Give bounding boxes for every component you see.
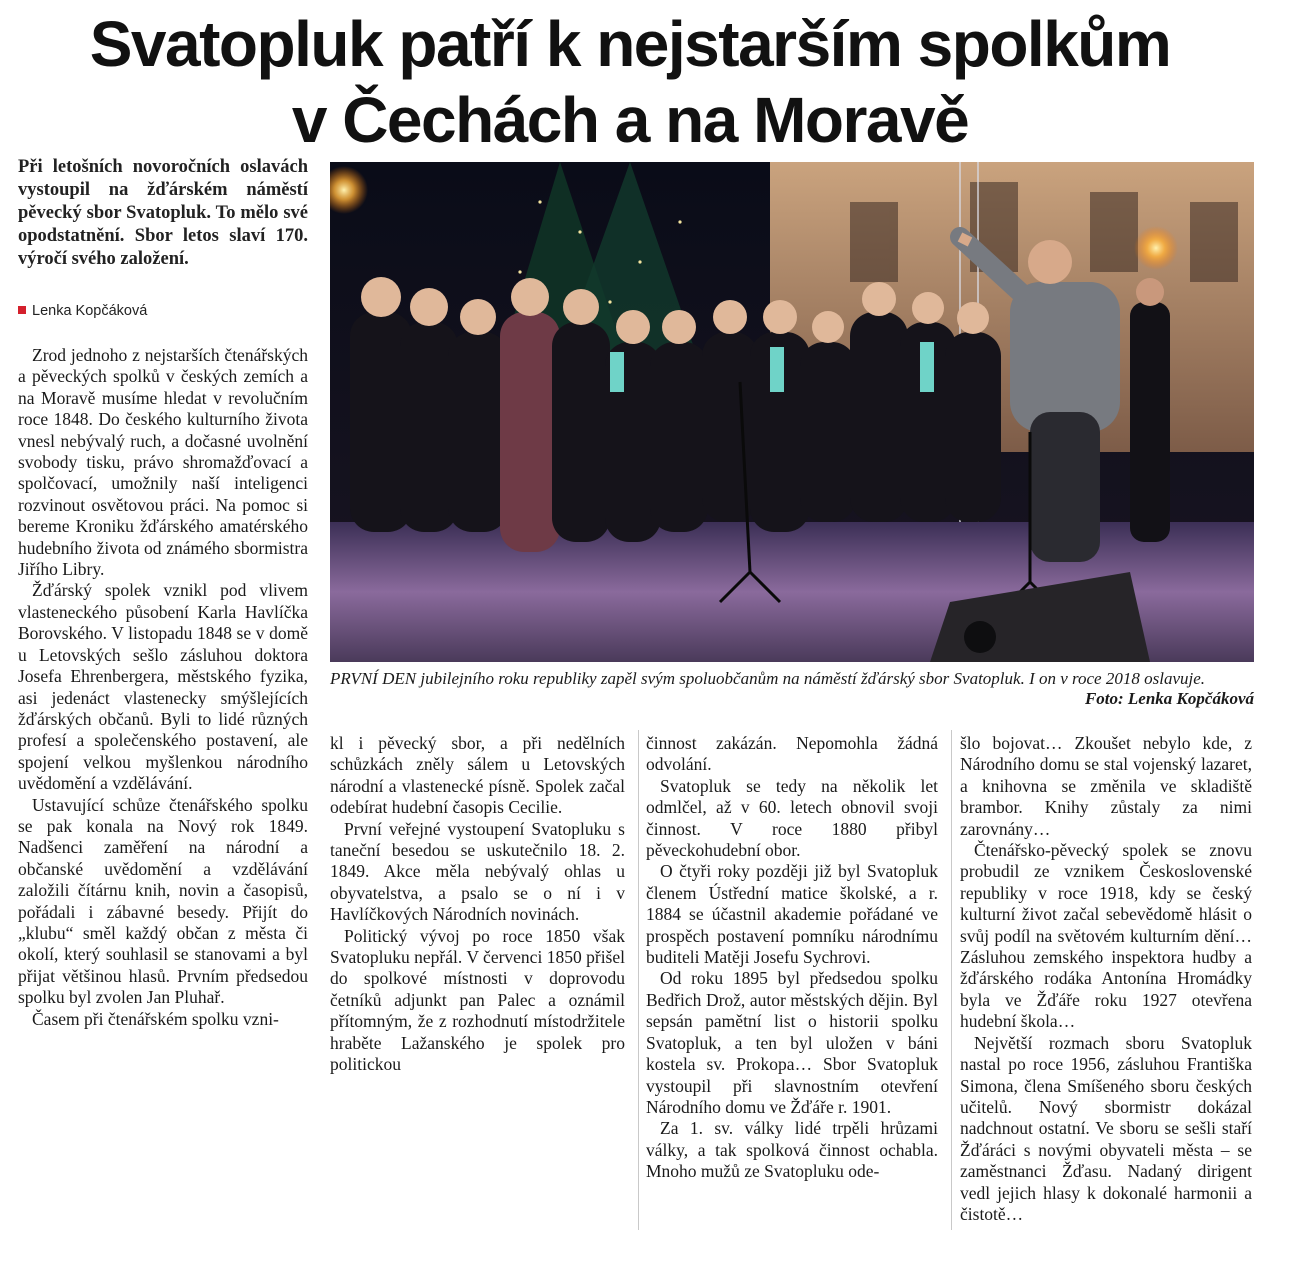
paragraph: Největší rozmach sboru Svatopluk nastal po roce 1956, zásluhou Františka Simona, člena Smíšeného sboru českých učitelů. Nový sbormistr dokázal nadchnout ostatní. Ve sboru se sešli staří Žďáráci s novými obyvateli města – se zaměstnanci Žďasu. Nadaný dirigent vedl jejich hlasy k dokonalé harmonii a čistotě… — [960, 1032, 1252, 1224]
paragraph: Zrod jednoho z nejstarších čtenářských a pěveckých spolků v českých zemích a na Moravě musíme hledat v revolučním roce 1848. Do českého kulturního života vnesl nebývalý ruch, a dočasné uvolnění svobody tisku, právo shromažďovací a spolčovací, umožnily naší inteligenci rozvinout osvětovou práci. Na pomoc si bereme Kroniku žďárského amatérského hudebního života od známého sbormistra Jiřího Libry. — [18, 345, 308, 580]
paragraph: šlo bojovat… Zkoušet nebylo kde, z Národního domu se stal vojenský lazaret, a knihovna se změnila ve skladiště brambor. Knihy zůstaly za nimi zarovnány… — [960, 733, 1252, 839]
article-column-3 — [646, 733, 938, 1183]
paragraph: Svatopluk se tedy na několik let odmlčel, až v 60. letech obnovil svoji činnost. V roce 1880 přibyl pěveckohudební obor. — [646, 775, 938, 861]
article-column-2 — [330, 733, 625, 1076]
byline — [18, 303, 147, 319]
paragraph: činnost zakázán. Nepomohla žádná odvolání. — [646, 733, 938, 775]
author-name: Lenka Kopčáková — [32, 303, 148, 319]
paragraph: První veřejné vystoupení Svatopluku s taneční besedou se uskutečnilo 18. 2. 1849. Akce měla nebývalý ohlas u obyvatelstva, a psalo se o ní i v Havlíčkových Národních novinách. — [330, 818, 625, 925]
choir-photo — [330, 162, 1254, 662]
paragraph: Od roku 1895 byl předsedou spolku Bedřich Drož, autor městských dějin. Byl sepsán pamětní list o historii spolku Svatopluk, a ten byl uložen v báni kostela sv. Prokopa… Sbor Svatopluk vystoupil při slavnostním otevření Národního domu ve Žďáře r. 1901. — [646, 968, 938, 1117]
paragraph: Politický vývoj po roce 1850 však Svatopluku nepřál. V červenci 1850 přišel do spolkové místnosti v doprovodu četníků adjunkt pan Palec a oznámil přítomným, že z rozhodnutí místodržitele hraběte Lažanského je spolek pro politickou — [330, 925, 625, 1075]
lead-paragraph: Při letošních novoročních oslavách vystoupil na žďárském náměstí pěvecký sbor Svatopluk. To mělo své opodstatnění. Sbor letos slaví 170. výročí svého založení. — [18, 157, 308, 269]
headline-line-2: v Čechách a na Moravě — [291, 84, 969, 156]
red-square-icon — [18, 306, 26, 314]
paragraph: Žďárský spolek vznikl pod vlivem vlasteneckého působení Karla Havlíčka Borovského. V listopadu 1848 se v domě u Letovských sešlo zásluhou doktora Josefa Ehrenbergera, městského fyzika, asi jedenáct vlastenecky smýšlejících žďárských občanů. Byli to lidé různých profesí a společenského postavení, ale spojení velkou myšlenkou národního uvědomění a vzdělávání. — [18, 580, 308, 794]
paragraph: O čtyři roky později již byl Svatopluk členem Ústřední matice školské, a r. 1884 se účastnil akademie pořádané ve prospěch postavení pomníku národnímu buditeli Matěji Josefu Sychrovi. — [646, 861, 938, 968]
article-column-4 — [960, 733, 1252, 1225]
headline-line-1: Svatopluk patří k nejstarším spolkům — [89, 8, 1171, 80]
column-divider — [638, 730, 639, 1230]
paragraph: Za 1. sv. války lidé trpěli hrůzami války, a tak spolková činnost ochabla. Mnoho mužů ze Svatopluku ode- — [646, 1118, 938, 1182]
paragraph: Časem při čtenářském spolku vzni- — [32, 1008, 279, 1029]
headline — [0, 6, 1260, 158]
article-column-1 — [18, 345, 308, 1030]
column-divider — [951, 730, 952, 1230]
paragraph: kl i pěvecký sbor, a při nedělních schůzkách zněly sálem u Letovských národní a vlastenecké písně. Spolek začal odebírat hudební časopis Cecilie. — [330, 733, 625, 818]
paragraph: Čtenářsko-pěvecký spolek se znovu probudil ze vznikem Československé republiky v roce 1918, kdy se český kulturní život začal sebevědomě hlásit o svůj podíl na světovém kulturním dění…Zásluhou zemského inspektora hudby a žďárského rodáka Antonína Hromádky byla ve Žďáře roku 1927 otevřena hudební škola… — [960, 840, 1252, 1032]
choir-photo-illustration — [330, 162, 1254, 662]
paragraph: Ustavující schůze čtenářského spolku se pak konala na Nový rok 1849. Nadšenci zaměření na národní a občanské uvědomění a vzdělávání založili čítárnu knih, novin a časopisů, pořádali i zábavné besedy. Přijít do „klubu“ směl každý občan z města či okolí, který souhlasil se stanovami a byl přijat většinou hlasů. Prvním předsedou spolku byl zvolen Jan Pluhař. — [18, 794, 308, 1008]
photo-caption: PRVNÍ DEN jubilejního roku republiky zapěl svým spoluobčanům na náměstí žďárský sbor Svatopluk. I on v roce 2018 oslavuje. — [330, 669, 1206, 688]
photo-credit: Foto: Lenka Kopčáková — [1084, 689, 1254, 708]
